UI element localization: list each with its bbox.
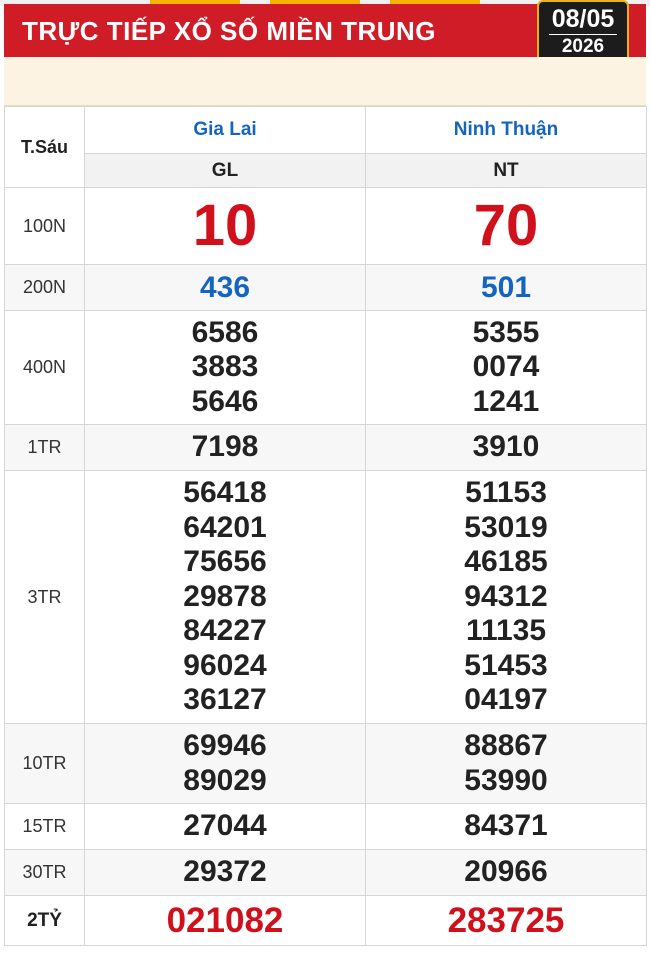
result-number: 64201 bbox=[183, 510, 267, 544]
result-number: 89029 bbox=[183, 763, 267, 797]
province-code-nt: NT bbox=[366, 154, 647, 188]
result-number: 29878 bbox=[183, 579, 267, 613]
result-number: 7198 bbox=[85, 425, 366, 471]
result-number: 51153 bbox=[465, 475, 547, 509]
prize-label: 400N bbox=[5, 311, 85, 425]
result-number: 501 bbox=[366, 265, 647, 311]
result-number: 3910 bbox=[366, 425, 647, 471]
result-number: 56418 bbox=[183, 475, 267, 509]
prize-row-special bbox=[5, 896, 647, 946]
special-result-number: 283725 bbox=[366, 896, 647, 946]
province-name-gia-lai[interactable]: Gia Lai bbox=[85, 107, 366, 154]
prize-row-100n bbox=[5, 188, 647, 265]
result-cell bbox=[366, 471, 647, 724]
result-number: 20966 bbox=[366, 850, 647, 896]
prize-label: 1TR bbox=[5, 425, 85, 471]
date-day-month: 08/05 bbox=[551, 5, 615, 33]
result-number: 69946 bbox=[183, 728, 267, 762]
result-cell bbox=[366, 311, 647, 425]
result-cell bbox=[366, 724, 647, 804]
province-code-gl: GL bbox=[85, 154, 366, 188]
prize-label: 100N bbox=[5, 188, 85, 265]
prize-row-200n bbox=[5, 265, 647, 311]
result-number: 94312 bbox=[464, 579, 548, 613]
prize-label: 2TỶ bbox=[5, 896, 85, 946]
result-number: 53019 bbox=[464, 510, 548, 544]
result-number: 1241 bbox=[472, 384, 540, 418]
page-title: TRỰC TIẾP XỔ SỐ MIỀN TRUNG bbox=[22, 16, 437, 46]
result-number: 29372 bbox=[85, 850, 366, 896]
result-number: 88867 bbox=[464, 728, 548, 762]
prize-label: 200N bbox=[5, 265, 85, 311]
prize-label: 15TR bbox=[5, 804, 85, 850]
prize-label: 10TR bbox=[5, 724, 85, 804]
result-number: 6586 bbox=[191, 315, 259, 349]
prize-row-400n bbox=[5, 311, 647, 425]
result-number: 84227 bbox=[183, 614, 267, 648]
prize-row-1tr bbox=[5, 425, 647, 471]
result-cell bbox=[85, 724, 366, 804]
result-number: 46185 bbox=[464, 545, 548, 579]
result-number: 436 bbox=[85, 265, 366, 311]
results-table bbox=[4, 106, 647, 946]
day-label: T.Sáu bbox=[5, 107, 85, 188]
result-number: 5355 bbox=[472, 315, 540, 349]
result-cell bbox=[85, 311, 366, 425]
prize-row-10tr bbox=[5, 724, 647, 804]
prize-row-3tr bbox=[5, 471, 647, 724]
result-number: 84371 bbox=[366, 804, 647, 850]
result-number: 70 bbox=[366, 188, 647, 265]
prize-row-15tr bbox=[5, 804, 647, 850]
result-number: 51453 bbox=[464, 648, 548, 682]
result-number: 5646 bbox=[191, 384, 259, 418]
prize-label: 3TR bbox=[5, 471, 85, 724]
special-result-number: 021082 bbox=[85, 896, 366, 946]
result-number: 27044 bbox=[85, 804, 366, 850]
prize-row-30tr bbox=[5, 850, 647, 896]
result-number: 04197 bbox=[464, 683, 548, 717]
result-number: 75656 bbox=[183, 545, 267, 579]
province-name-ninh-thuan[interactable]: Ninh Thuận bbox=[366, 107, 647, 154]
result-number: 53990 bbox=[464, 763, 548, 797]
result-number: 36127 bbox=[183, 683, 267, 717]
sub-bar bbox=[4, 57, 646, 106]
date-year: 2026 bbox=[561, 36, 605, 57]
result-number: 11135 bbox=[465, 614, 547, 648]
result-number: 0074 bbox=[472, 350, 540, 384]
result-number: 3883 bbox=[191, 350, 259, 384]
result-number: 96024 bbox=[183, 648, 267, 682]
prize-label: 30TR bbox=[5, 850, 85, 896]
result-cell bbox=[85, 471, 366, 724]
result-number: 10 bbox=[85, 188, 366, 265]
date-badge bbox=[537, 0, 629, 64]
